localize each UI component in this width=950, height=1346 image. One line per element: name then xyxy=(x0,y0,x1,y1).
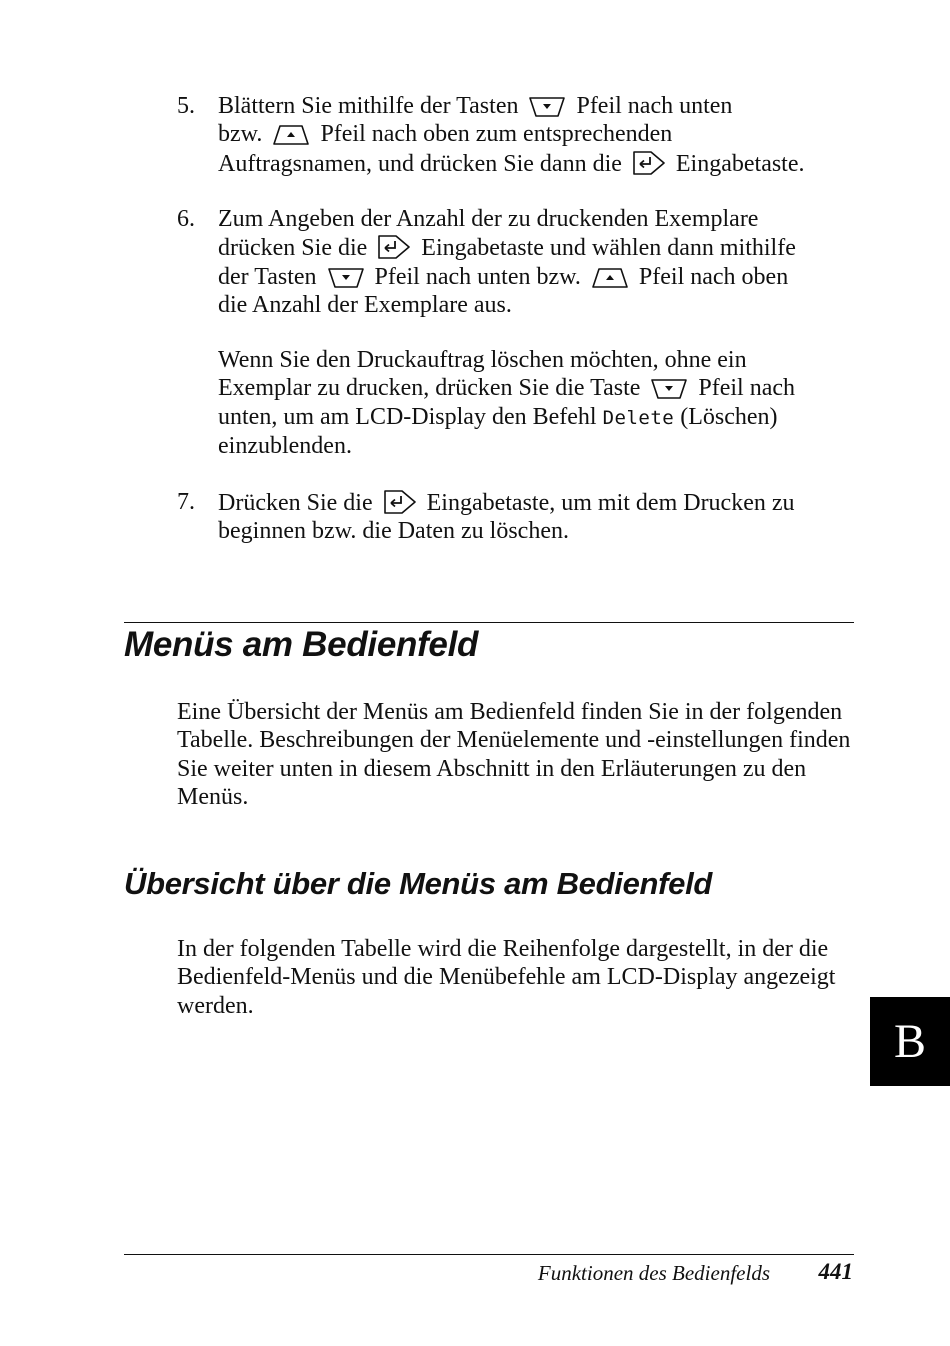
section-divider xyxy=(124,622,854,623)
step-text: Drücken Sie die xyxy=(218,490,373,516)
lcd-command: Delete xyxy=(602,406,675,429)
section-heading: Menüs am Bedienfeld xyxy=(124,625,479,664)
arrow-up-key-icon xyxy=(590,266,630,290)
page-number: 441 xyxy=(818,1259,853,1284)
footer-divider xyxy=(124,1254,854,1255)
enter-key-icon xyxy=(631,149,667,177)
step-text: Zum Angeben der Anzahl der zu druckenden Exemplare xyxy=(218,206,759,232)
arrow-down-key-icon xyxy=(527,95,567,119)
step-text: beginnen bzw. die Daten zu löschen. xyxy=(218,518,569,545)
list-item-step-6 xyxy=(177,205,867,320)
note-text: (Löschen) xyxy=(680,403,778,430)
step-text: Auftragsnamen, und drücken Sie dann die xyxy=(218,150,622,177)
list-item-step-5 xyxy=(177,92,867,178)
step-text: Eingabetaste und wählen dann mithilfe xyxy=(421,235,796,262)
step-text: Blättern Sie mithilfe der Tasten xyxy=(218,93,519,119)
enter-key-icon xyxy=(382,488,418,516)
chapter-tab: B xyxy=(870,997,950,1086)
step-number: 6. xyxy=(177,206,195,232)
step-text: Pfeil nach unten xyxy=(576,93,733,119)
note-text: Pfeil nach xyxy=(698,375,796,402)
note-paragraph xyxy=(218,346,868,461)
arrow-down-key-icon xyxy=(649,377,689,401)
footer-title: Funktionen des Bedienfelds xyxy=(537,1261,770,1285)
step-text: Eingabetaste. xyxy=(675,150,805,177)
step-text: drücken Sie die xyxy=(218,235,368,262)
arrow-up-key-icon xyxy=(271,123,311,147)
step-text: Pfeil nach oben zum entsprechenden xyxy=(320,121,673,148)
subsection-heading: Übersicht über die Menüs am Bedienfeld xyxy=(124,866,713,901)
section-paragraph: Eine Übersicht der Menüs am Bedienfeld finden Sie in der folgenden Tabelle. Beschreibungen der Menüelemente und -einstellungen finden Sie weiter unten in diesem Abschnitt in den Erläuterungen zu den Menüs. xyxy=(177,699,851,811)
step-text: Pfeil nach unten bzw. xyxy=(374,263,581,290)
arrow-down-key-icon xyxy=(326,266,366,290)
note-text: unten, um am LCD-Display den Befehl xyxy=(218,403,597,430)
note-text: Exemplar zu drucken, drücken Sie die Taste xyxy=(218,375,641,402)
step-text: der Tasten xyxy=(218,263,317,290)
note-text: einzublenden. xyxy=(218,433,352,460)
step-text: Pfeil nach oben xyxy=(638,263,789,290)
step-number: 5. xyxy=(177,93,195,119)
step-text: die Anzahl der Exemplare aus. xyxy=(218,292,512,319)
step-number: 7. xyxy=(177,489,195,515)
enter-key-icon xyxy=(376,233,412,261)
subsection-paragraph: In der folgenden Tabelle wird die Reihenfolge dargestellt, in der die Bedienfeld-Menüs und die Menübefehle am LCD-Display angezeigt werden. xyxy=(177,936,836,1019)
step-text: Eingabetaste, um mit dem Drucken zu xyxy=(426,490,795,516)
note-text: Wenn Sie den Druckauftrag löschen möchten, ohne ein xyxy=(218,347,747,373)
step-text: bzw. xyxy=(218,121,263,148)
list-item-step-7 xyxy=(177,488,867,546)
